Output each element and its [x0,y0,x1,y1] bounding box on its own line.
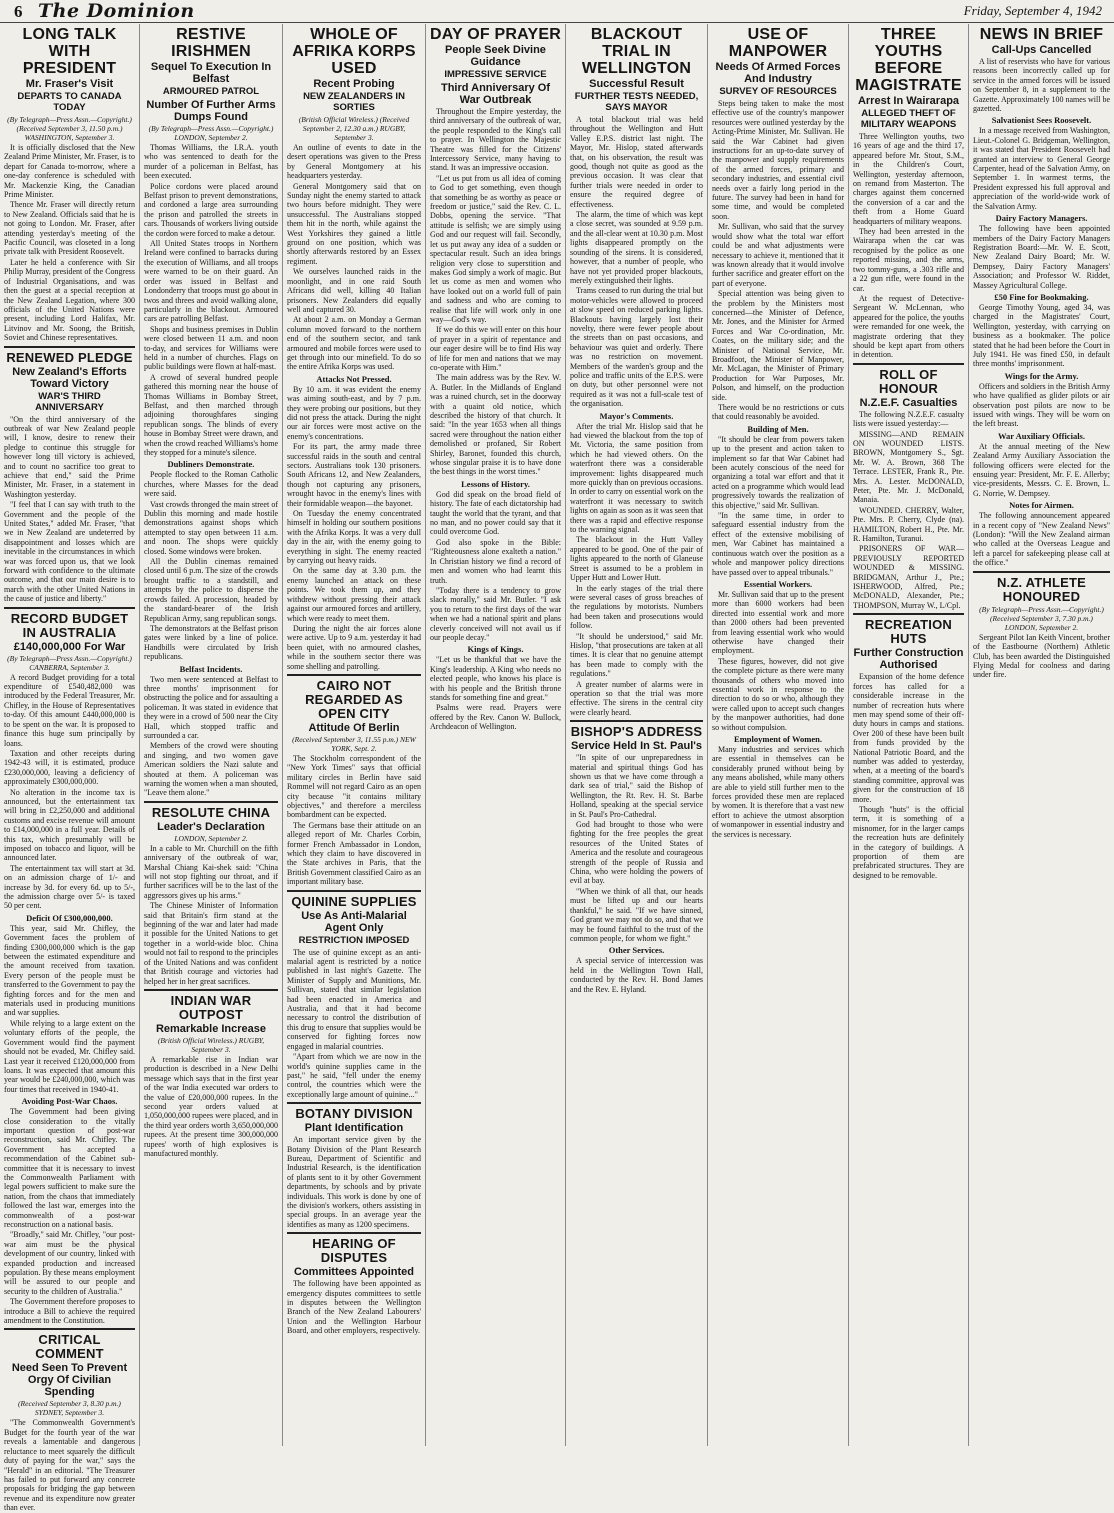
article-paragraph: A greater number of alarms were in operation so that the trial was more effective. The sirens in the central city were clearly heard. [570,679,703,717]
article-deck: Attitude Of Berlin [308,721,400,734]
article-paragraph: The demonstrators at the Belfast prison gates were linked by a line of police. Handbills were circulated by Irish republicans. [144,623,278,662]
article-paragraph: A crowd of several hundred people gathered this morning near the house of Thomas Williams in Bombay Street, Belfast, and then marched through adjoining thoroughfares singing republican songs. The blinds of every house in Bombay Street were drawn, and when the crowd reached Williams's home they stopped for a minute's silence. [144,372,278,457]
article-dateline: (By Telegraph—Press Assn.—Copyright.) LONDON, September 2. [148,124,274,142]
article-paragraph: The Germans base their attitude on an alleged report of Mr. Charles Corbin, former French Ambassador in London, which they claim to have discovered in the State archives in Paris, that the British Government classified Cairo as an important military base. [287,820,421,887]
article-intertitle: Lessons of History. [461,478,530,489]
article-subhead: IMPRESSIVE SERVICE [444,69,547,80]
article-paragraph: God had brought to those who were fighting for the free peoples the great resources of the United States of America and the resolute and courageous strength of the people of Russia and China, who were holding the powers of evil at bay. [570,820,703,886]
article-intertitle: Attacks Not Pressed. [316,373,392,384]
article-paragraph: They had been arrested in the Wairarapa when the car was recognised by the police as one reported missing, and the arms, two tommy-guns, a .303 rifle and a 22 gun rifle, were found in the car. [853,227,964,293]
article-paragraph: Three Wellington youths, two 16 years of age and the third 17, appeared before Mr. Stout, S.M., in the Children's Court, Wellington, yesterday afternoon, on remand from Masterton. The charges against them concerned the conversion of a car and the theft from a Home Guard headquarters of military weapons. [853,132,964,226]
article-paragraph: A total blackout trial was held throughout the Wellington and Hutt Valley E.P.S. district last night. The Mayor, Mr. Hislop, stated afterwards that, on his observation, the result was good, though not quite as good as the previous occasion. It was clear that further trials were needed in order to ensure the required degree of effectiveness. [570,115,703,209]
article-paragraph: Vast crowds thronged the main street of Dublin this morning and made hostile demonstrations against shops which attempted to stay open between 11 a.m. and noon. The shops were quickly closed. Some windows were broken. [144,499,278,556]
column-2 [140,24,283,1446]
article-paragraph: At about 2 a.m. on Monday a German column moved forward to the northern end of the southern sector, and tank armoured and mobile forces were used to get through into our minefield. To do so the entire Afrika Korps was used. [287,315,421,372]
article-paragraph: Many industries and services which are essential in themselves can be considerably pruned without being by any means abolished, while many others are able to yield still further men to the forces provided these men are replaced by women. It is therefore that a vast new effort to achieve the utmost absorption of womanpower in essential industry and the services is necessary. [712,745,844,839]
article [4,1328,135,1512]
article-paragraph: God also spoke in the Bible: "Righteousness alone exalteth a nation." In Christian history we find a record of men and women who had learnt this truth. [430,537,561,585]
article-deck-secondary: Number Of Further Arms Dumps Found [146,99,276,123]
article-divider [853,363,964,365]
article-paragraph: Taxation and other receipts during 1942-43 will, it is estimated, produce £230,000,000, leaving a deficiency of approximately £300,000,000. [4,748,135,787]
article-paragraph: All the Dublin cinemas remained closed until 6 p.m. The size of the crowds brought traffic to a standstill, and attempts by the police to disperse the crowds failed. A procession, headed by the standard-bearer of the Irish Republican Army, sang republican songs. [144,557,278,623]
article [430,26,561,732]
article-paragraph: On Tuesday the enemy concentrated himself in holding our southern positions with the Afrika Korps. It was a very dull day in the air, with the enemy going to everything in sight. The enemy reacted by carrying out heavy raids. [287,509,421,566]
article-deck: Recent Probing [313,78,395,90]
article [570,720,703,994]
article-paragraph: We ourselves launched raids in the moonlight, and in one raid South Africans did well, killing 40 Italian prisoners. New Zealanders did equally well and captured 30. [287,267,421,314]
article-subhead: ALLEGED THEFT OF MILITARY WEAPONS [860,108,957,130]
article-deck: Needs Of Armed Forces And Industry [715,61,841,85]
article-paragraph: The Government therefore proposes to introduce a Bill to achieve the required amendment to the Constitution. [4,1297,135,1326]
article-paragraph: A list of reservists who have for various reasons been incorrectly called up for service in the armed forces will be issued on September 8, in a supplement to the Gazette. Approximately 100 names will be gazetted. [973,57,1110,114]
article-dateline: (By Telegraph—Press Assn.—Copyright.) (Received September 3, 11.50 p.m.) WASHINGTON, September 3. [7,115,132,142]
article-intertitle: Salvationist Sees Roosevelt. [991,115,1092,126]
article [4,26,135,343]
article-divider [570,720,703,722]
article-headline: LONG TALK WITH PRESIDENT [22,26,117,77]
article-paragraph: God did speak on the broad field of history. The fate of each dictatorship had taught the world that the tyrant, and that no man, and no power could say that it could overcome God. [430,489,561,537]
article-paragraph: A remarkable rise in Indian war production is described in a New Delhi message which says that in the first year of the war India executed war orders to the value of £20,000,000 rupees. In the second year orders valued at 1,050,000,000 rupees were placed, and in the third year orders worth 3,650,000,000 rupees. At the present time 300,000,000 rupees' worth of high explosives is manufactured monthly. [144,1054,278,1158]
article-divider [973,571,1110,573]
article-paragraph: The use of quinine except as an anti-malarial agent is restricted by a notice published in last night's Gazette. The Minister of Supply and Munitions, Mr. Sullivan, stated that similar legislation had been enacted in America and Australia, and that it had become necessary to control the distribution of this drug to ensure that supplies would be conserved for fighting forces now engaged in malarial countries. [287,947,421,1051]
article-paragraph: In a cable to Mr. Churchill on the fifth anniversary of the outbreak of war, Marshal Chiang Kai-shek said: "China will not stop fighting our throat, and if further sacrifices will be to the last of the aggressors gives up his arms." [144,843,278,900]
column-5 [566,24,708,1446]
article-headline: WHOLE OF AFRIKA KORPS USED [292,26,416,77]
article-paragraph: Members of the crowd were shouting and singing, and two women gave American soldiers the Nazi salute and shouted at them. A policeman was warning the women when a man shouted, "Leave them alone." [144,741,278,798]
article-paragraph: WOUNDED. CHERRY, Walter, Pte. Mrs. P. Cherry, Clyde (na). HAMILTON, Robert H., Pte. Mr. R. Hamilton, Turanui. [853,505,964,544]
article-intertitle: Mayor's Comments. [599,410,674,421]
article-paragraph: On the same day at 3.30 p.m. the enemy launched an attack on these points. We took them up, and they withdrew without pressing their attack against our armoured forces and artillery, which were ready to meet them. [287,566,421,623]
article-divider [144,801,278,803]
article-subhead: FURTHER TESTS NEEDED, SAYS MAYOR [574,91,699,113]
article-deck: Service Held In St. Paul's [570,740,702,753]
article [144,801,278,986]
article-deck: £140,000,000 For War [13,640,126,653]
article-paragraph: "On the third anniversary of the outbreak of war New Zealand people will, I know, desire to renew their pledge to continue this struggle for however long till victory is achieved, and to count no sacrifice too great to achieve that end," said the Prime Minister, Mr. Fraser, in a statement in Washington yesterday. [4,414,135,499]
article-divider [4,346,135,348]
article [287,1102,421,1229]
article-deck: Mr. Fraser's Visit [25,78,114,90]
article-paragraph: While relying to a large extent on the voluntary efforts of the people, the Government would find the payment should not be evaded, Mr. Chifley said. Last year it received £120,000,000 from loans. It was expected that amount this year would be £240,000,000, which was four times that received in 1940-41. [4,1018,135,1094]
article-paragraph: After the trial Mr. Hislop said that he had viewed the blackout from the top of Mt. Victoria, the same position from which he had viewed others. On the waterfront there was a considerable improvement: lights disappeared much more quickly than on previous occasions. In order to carry on essential work on the waterfront it was necessary to switch lights on again as soon as it was seen that there was a rapid and effective response to the warning signal. [570,421,703,535]
issue-date: Friday, September 4, 1942 [963,3,1102,18]
article [853,26,964,360]
article-deck-secondary: Third Anniversary Of War Outbreak [440,82,550,106]
column-4 [426,24,566,1446]
article-headline: DAY OF PRAYER [430,26,561,43]
article-paragraph: "Apart from which we are now in the world's quinine supplies came in the past," he said, "fell under the enemy control, the countries which were the exceptionally large amount of quinine..." [287,1052,421,1099]
article-intertitle: Deficit Of £300,000,000. [26,912,113,923]
article-intertitle: Essential Workers. [743,578,813,589]
article-paragraph: Trams ceased to run during the trial but motor-vehicles were allowed to proceed at slow speed on reduced parking lights. Blackouts having largely lost their novelty, there were fewer people about the streets than on past occasions, and behaviour was quiet and orderly. There was no restriction on movement. Members of the warden's group and the police and traffic units of the E.P.S. were on duty, but other personnel were not required as it was not a full-scale test of the organisation. [570,286,703,409]
article-paragraph: Police cordons were placed around Belfast prison to prevent demonstrations, and cordoned a large area surrounding the prison and patrolled the streets in cars. Thousands of workers living outside the cordon were forced to make a detour. [144,181,278,238]
article-paragraph: Officers and soldiers in the British Army who have qualified as glider pilots or air observation post pilots are now to be issued with wings. They will be worn on the left breast. [973,381,1110,429]
article-intertitle: Avoiding Post-War Chaos. [21,1096,118,1107]
article-paragraph: "Today there is a tendency to grow slack morally," said Mr. Butler. "I ask you to return to the first days of the war when we had a national spirit and plans cleverly conceived will not avail us if our people decay." [430,585,561,642]
article-paragraph: No alteration in the income tax is announced, but the entertainment tax will bring in £2,250,000 and additional customs and excise revenue will amount to £14,000,000 in a full year. Details of this tax, which presumably will be imposed on tobacco and liquor, will be announced later. [4,787,135,863]
article-subhead: DEPARTS TO CANADA TODAY [17,91,122,113]
article-subhead: ARMOURED PATROL [162,86,260,97]
article-intertitle: Employment of Women. [734,734,822,744]
article-paragraph: The Government had been giving close consideration to the vitally important question of post-war reconstruction, said Mr. Chifley. The Government has accepted a recommendation of the Cabinet sub-committee that it is necessary to invest the Commonwealth Parliament with legal powers sufficient to make sure the nation, from the chaos that immediately followed the last war, emerges into the commonwealth of a post-war reconstruction on a national basis. [4,1107,135,1229]
article-paragraph: Later he held a conference with Sir Philip Murray, president of the Congress of Industrial Organisations, and was then the guest at a special reception at the New Zealand Legation, where 300 officials of the United Nations were present, including Lord Halifax, Mr. Litvinov and Mr. Soong, the British, Soviet and Chinese representatives. [4,257,135,343]
article-subhead: NEW ZEALANDERS IN SORTIES [303,91,405,113]
article-paragraph: PRISONERS OF WAR—PREVIOUSLY REPORTED WOUNDED & MISSING. BRIDGMAN, Arthur J., Pte.; ISHERWOOD, Alfred, Pte.; McDONALD, Alexander, Pte.; THOMPSON, Murray W., L/Cpl. [853,544,964,610]
article-paragraph: The main address was by the Rev. W. A. Butler. In the Midlands of England was a ruined church, set in the doorway with a quaint old notice, which described the history of that church. It said: "In the year 1653 when all things sacred were throughout the nation either demolished or profaned, Sir Robert Shirley, Baronet, founded this church, whose singular praise it is to have done the best things in the worst times." [430,373,561,477]
article-paragraph: For its part, the army made three successful raids in the south and central sectors. Australians took 130 prisoners. South Africans 12, and New Zealanders, though not capturing any prisoners, wrought havoc in the enemy's lines with their formidable weapon—the bayonet. [287,442,421,508]
article-deck: People Seek Divine Guidance [445,44,546,68]
article [4,607,135,1326]
article-headline: INDIAN WAR OUTPOST [170,992,252,1022]
article-intertitle: Dubliners Demonstrate. [167,459,255,470]
article [973,26,1110,568]
article-intertitle: Kings of Kings. [467,644,524,655]
article-paragraph: If we do this we will enter on this hour of prayer in a spirit of repentance and our eager desire will be to find His way of life for men and nations that we may co-operate with Him." [430,325,561,372]
article [973,571,1110,680]
article-paragraph: In the early stages of the trial there were several cases of gross breaches of the regulations by motorists. Numbers had been taken and prosecutions would follow. [570,583,703,631]
article-dateline: (British Official Wireless.) (Received September 2, 12.30 a.m.) RUGBY, September 3. [298,115,410,142]
article-dateline: LONDON, September 2. [174,833,248,843]
article-paragraph: People flocked to the Roman Catholic churches, where Masses for the dead were said. [144,470,278,499]
article-headline: RESOLUTE CHINA [151,804,271,820]
article-paragraph: "When we think of all that, our heads must be lifted up and our hearts thankful," he said. "If we have sinned, God grant we may not do so, and that we may be found faithful to the trust of the common people, for whom we fight." [570,886,703,943]
article-subhead: WAR'S THIRD ANNIVERSARY [35,390,104,413]
article-paragraph: General Montgomery said that on Sunday night the enemy started to attack two hours before midnight. They were unsuccessful. The Australians stopped them hit in the north, while against the West Yorkshires they gained a little ground on one position, which was shortly afterwards restored by an Essex regiment. [287,181,421,266]
article-intertitle: Dairy Factory Managers. [995,213,1088,224]
article-paragraph: The entertainment tax will start at 3d. on an admission charge of 1/- and increase by 3d. for every 6d. up to 5/-, the admission charge over 5/- is taxed 50 per cent. [4,863,135,911]
article-deck: Committees Appointed [294,1266,414,1279]
article-paragraph: The blackout in the Hutt Valley appeared to be good. One of the pair of lights appeared to the north of Glaneuse Street is assumed to be a problem in Upper Hutt and Lower Hutt. [570,535,703,583]
article-headline: CRITICAL COMMENT [35,1332,104,1362]
columns [0,24,1114,1513]
article-paragraph: Thomas Williams, the I.R.A. youth who was sentenced to death for the murder of a policeman in Belfast, has been executed. [144,143,278,181]
article-divider [287,1232,421,1234]
article-paragraph: In a message received from Washington, Lieut.-Colonel G. Bridgeman, Wellington, it was stated that President Roosevelt had granted an interview to General George Carpenter, head of the Salvation Army, on September 1. In warmest terms, the President expressed his full approval and appreciation of the world-wide work of the Salvation Army. [973,126,1110,211]
article-paragraph: All United States troops in Northern Ireland were confined to barracks during the execution of Williams, and all troops were warned to be on their guard. An order was issued in Belfast and Londonderry that troops must go about in twos and threes and avoid walking alone, particularly in the blackout. Armoured cars are patrolling Belfast. [144,239,278,324]
article-divider [287,890,421,892]
article-paragraph: Mr. Sullivan, who said that the survey would show what the total war effort could be and what adjustments were necessary to achieve it, mentioned that it was known already that it would involve further sacrifice and greater effort on the part of everyone. [712,222,844,288]
article-dateline: (Received September 3, 8.30 p.m.) SYDNEY, September 3. [18,1399,121,1418]
article-paragraph: "It should be understood," said Mr. Hislop, "that prosecutions are taken at all times. It is clear that no genuine attempt has been made to comply with the regulations." [570,631,703,679]
article [853,363,964,611]
article-paragraph: Sergeant Pilot Ian Keith Vincent, brother of the Eastbourne (Northern) Athletic Club, has been awarded the Distinguished Flying Medal for coolness and daring under fire. [973,632,1110,680]
article [570,26,703,717]
article-deck: N.Z.E.F. Casualties [859,396,958,409]
article-paragraph: "It should be clear from powers taken up to the present and action taken to implement so far that War Cabinet had been acutely conscious of the need for organizing a total war effort and that it acted on a programme which would lead progressively towards the realization of this objective," said Mr. Sullivan. [712,434,844,510]
masthead [0,0,1114,23]
article-paragraph: The alarm, the time of which was kept a close secret, was sounded at 9.59 p.m. and the all-clear went at 10.30 p.m. Most lights disappeared promptly on the sounding of the sirens. It is considered, however, that a number of people, who have not yet provided proper blackouts, merely extinguished their lights. [570,210,703,285]
article-deck: Plant Identification [304,1122,404,1135]
article-headline: BLACKOUT TRIAL IN WELLINGTON [581,26,692,77]
article-headline: BISHOP'S ADDRESS [570,724,703,740]
article-paragraph: The following N.Z.E.F. casualty lists were issued yesterday:— [853,409,964,429]
article-paragraph: An outline of events to date in the desert operations was given to the Press by General Montgomery at his headquarters yesterday. [287,143,421,181]
article-paragraph: An important service given by the Botany Division of the Plant Research Bureau, Department of Scientific and Industrial Research, is the identification of plants sent to it by other Government departments, by schools and by private individuals. This work is done by one of the division's workers, others assisting in special groups. In an average year the identifies as many as 1200 specimens. [287,1135,421,1229]
article-intertitle: War Auxiliary Officials. [998,430,1085,441]
column-7 [849,24,969,1446]
article-paragraph: Though "huts" is the official term, it is something of a misnomer, for in the larger camps the recreation huts are definitely in the category of buildings. A proportion of them are prefabricated structures. They are designed to be removable. [853,804,964,880]
article-deck: Leader's Declaration [157,820,265,833]
article-paragraph: Shops and business premises in Dublin were closed between 11 a.m. and noon to-day, and services for Williams were held in a number of churches. Flags on public buildings were flown at half-mast. [144,324,278,372]
article-paragraph: These figures, however, did not give the complete picture as there were many thousands of others who moved into essential work in response to the direction to do so or who, although they were called upon to accept such changes by the manpower authorities, had done so without compulsion. [712,656,844,732]
article-paragraph: The Stockholm correspondent of the "New York Times" says that official military circles in Berlin have said Rommel will not regard Cairo as an open city because "it contains military objectives," and therefore a merciless bombardment can be expected. [287,753,421,820]
article [144,26,278,798]
article-paragraph: This year, said Mr. Chifley, the Government faces the problem of finding £300,000,000 which is the gap between the estimated expenditure and the amount received from taxation. Every person of the people must be transferred to the Government to pay the fighting forces and for the men and materials used in producing munitions and war supplies. [4,923,135,1018]
article-paragraph: Psalms were read. Prayers were offered by the Rev. Canon W. Bullock, Archdeacon of Wellington. [430,703,561,732]
column-1 [0,24,140,1513]
article-divider [4,1328,135,1330]
article-intertitle: Other Services. [608,945,665,956]
article-dateline: (British Official Wireless.) RUGBY, September 3. [157,1035,265,1054]
article [287,890,421,1100]
article-divider [287,1102,421,1104]
article-headline: ROLL OF HONOUR [879,366,938,396]
column-8 [969,24,1114,1446]
column-6 [708,24,849,1446]
article-paragraph: "In the same time, in order to safeguard essential industry from the effect of the extensive mobilising of men, War Cabinet has maintained a continuous watch over the position as a whole and manpower policy directions have passed over to appeal tribunals." [712,511,844,577]
article-paragraph: "In spite of our unpreparedness in material and spiritual things God has shown us that we have come through a dark sea of trial," said the Bishop of Wellington, the Rt. Rev. H. St. Barbe Holland, speaking at the special service in St. Paul's Pro-Cathedral. [570,753,703,819]
article-paragraph: Thence Mr. Fraser will directly return to New Zealand. Officials said that he is not going to London. Mr. Fraser, after attending yesterday's meeting of the Pacific Council, was closeted in a long private talk with President Roosevelt. [4,200,135,257]
article-paragraph: "Let us put from us all idea of coming to God to get something, even though that something be as worthy as peace or freedom or justice," said the Rev. C. L. Dobbs, opening the service. "That attitude is selfish; we are simply using God and our request will fail. Secondly, let us put away any idea of a sudden or spectacular result. Such an idea brings religion very close to superstition and makes God simply a work of magic. But let us come as men and women who have looked out on a world full of pain and sadness and who are coming to realise that life will work only in one way—God's way. [430,173,561,324]
article-deck: Arrest In Wairarapa [857,95,960,107]
article-intertitle: Wings for the Army. [1004,370,1079,381]
article-headline: N.Z. ATHLETE HONOURED [996,574,1087,604]
article-paragraph: Special attention was being given to the problem by the Ministers most concerned—the Minister of Defence, Mr. Jones, and the Minister for Armed Forces and War Co-ordination, Mr. Coates, on the military side; and the Minister of National Service, Mr. Broadfoot, the Minister of Manpower, Mr. McLagan, the Minister of Primary Production for War Purposes, Mr. Polson, and himself, on the production side. [712,289,844,402]
article-paragraph: Expansion of the home defence forces has called for a considerable increase in the number of recreation huts where men may spend some of their off-duty hours in camps and stations. Over 200 of these have been built from funds provided by the National Patriotic Board, and the number was added to yesterday, when, at a meeting of the board's standing committee, approval was given for the construction of 18 more. [853,672,964,804]
article-deck: Call-Ups Cancelled [991,44,1092,56]
article-paragraph: At the request of Detective-Sergeant W. McLennan, who appeared for the police, the youths were remanded for one week, the magistrate ordering that they should be kept apart from others in detention. [853,293,964,360]
article [712,26,844,839]
article-intertitle: Belfast Incidents. [179,663,243,674]
article-headline: HEARING OF DISPUTES [312,1236,396,1266]
article-subhead: RESTRICTION IMPOSED [298,934,410,946]
article-paragraph: The following announcement appeared in a recent copy of "New Zealand News" (London): "Will the New Zealand airman who called at the Overseas League and left a parcel for safekeeping please call at the office." [973,511,1110,568]
article [4,346,135,604]
article-paragraph: Throughout the Empire yesterday, the third anniversary of the outbreak of war, the people responded to the King's call to prayer. In Wellington the Majestic Theatre was filled for the Citizens' Intercessory Service, many having to stand. It was an impressive occasion. [430,107,561,173]
article-subhead: SURVEY OF RESOURCES [719,86,837,97]
article-deck: Use As Anti-Malarial Agent Only [301,909,407,934]
article-paragraph: Two men were sentenced at Belfast to three months' imprisonment for obstructing the police and for assaulting a policeman. It was stated in evidence that they were in a crowd of 500 near the City Hall, which stopped traffic and surrounded a car. [144,674,278,740]
article-dateline: (By Telegraph—Press Assn.—Copyright.) (Received September 3, 7.30 p.m.) LONDON, September 2. [979,604,1104,632]
article-intertitle: Notes for Airmen. [1009,500,1074,511]
article-paragraph: During the night the air forces alone were active. Up to 9 a.m. yesterday it had been quiet, with no armoured clashes, while in the southern sector there was some shelling and patrolling. [287,623,421,671]
article-headline: NEWS IN BRIEF [979,26,1104,43]
article-deck: Remarkable Increase [155,1022,267,1035]
paper-name: The Dominion [38,0,195,22]
article [287,674,421,887]
article-headline: CAIRO NOT REGARDED AS OPEN CITY [305,677,403,721]
article-headline: RESTIVE IRISHMEN [171,26,251,60]
article-deck: Sequel To Execution In Belfast [150,61,272,85]
article-deck: Further Construction Authorised [853,647,964,672]
article-divider [4,607,135,609]
article-headline: RENEWED PLEDGE [6,349,133,365]
article [287,26,421,671]
article-dateline: (Received September 3, 11.55 p.m.) NEW YORK, Sept. 2. [292,734,416,753]
article-paragraph: "I feel that I can say with truth to the Government and the people of the United States," added Mr. Fraser, "that we in New Zealand are undeterred by disappointment and losses which are inevitable in the circumstances in which war was forced upon us, that we look forward with confidence to the ultimate outcome, and that our main desire is to march with the other United Nations in the cause of justice and liberty." [4,500,135,604]
article-headline: QUININE SUPPLIES [291,893,417,909]
article-paragraph: A record Budget providing for a total expenditure of £540,482,000 was introduced by the Federal Treasurer, Mr. Chifley, in the House of Representatives to-day. Of this amount £440,000,000 is to be spent on the war. It is proposed to finance this huge sum principally by loans. [4,672,135,748]
article-headline: BOTANY DIVISION [295,1106,413,1122]
article-dateline: (By Telegraph—Press Assn.—Copyright.) CANBERRA, September 3. [7,653,132,672]
article-paragraph: "Broadly," said Mr. Chifley, "our post-war aim must be the physical development of our country, linked with expanded production and increased population. By these means employment will be assured to our people and security to the children of Australia." [4,1230,135,1296]
article-headline: RECREATION HUTS [865,617,952,647]
article-headline: THREE YOUTHS BEFORE MAGISTRATE [855,26,962,94]
article-paragraph: It is officially disclosed that the New Zealand Prime Minister, Mr. Fraser, is to depart for Canada to-morrow, where a one-day conference is scheduled with Mr. Mackenzie King, the Canadian Prime Minister. [4,143,135,200]
article-deck: Need Seen To Prevent Orgy Of Civilian Spending [11,1362,128,1399]
article-paragraph: At the annual meeting of the New Zealand Army Auxiliary Association the following officers were elected for the ensuing year: President, Mr. F. E. Allerby; vice-presidents, Messrs. C. E. Brown, L. G. Norrie, W. Dempsey. [973,441,1110,498]
article-paragraph: "The Commonwealth Government's Budget for the fourth year of the war reveals a lamentable and dangerous reluctance to meet squarely the difficult duty of paying for the war," says the "Herald" in an editorial. "The Treasurer has failed to put forward any concrete proposals for bridging the gap between revenue and its expenditure now greater than ever. [4,1418,135,1513]
article-paragraph: There would be no restrictions or cuts that could reasonably be avoided. [712,403,844,422]
article-intertitle: £50 Fine for Bookmaking. [994,291,1089,302]
article-headline: RECORD BUDGET IN AUSTRALIA [10,610,129,640]
article-divider [853,613,964,615]
page-number: 6 [14,2,23,21]
article-paragraph: A special service of intercession was held in the Wellington Town Hall, conducted by the Rev. H. Bond James and the Rev. E. Hyland. [570,956,703,994]
article-paragraph: George Timothy Young, aged 34, was charged in the Magistrates' Court, Wellington, yesterday, with carrying on business as a bookmaker. The police stated that he had been before the Court in July 1941. He was fined £50, in default three months' imprisonment. [973,302,1110,369]
article [287,1232,421,1335]
article-deck: New Zealand's Efforts Toward Victory [12,365,127,390]
article-paragraph: MISSING—AND REMAIN ON WOUNDED LISTS. BROWN, Montgomery S., Sgt. Mr. W. A. Brown, 368 The Terrace. LESTER, Frank R., Pte. Mrs. A. Lester. McDONALD, Peter, Pte. Mr. J. McDonald, Manaia. [853,429,964,505]
column-3 [283,24,426,1446]
article-headline: USE OF MANPOWER [728,26,828,60]
article-paragraph: The Chinese Minister of Information said that Britain's firm stand at the beginning of the war and later had made it possible for the United Nations to get together in a world-wide bloc. China would not fail to respond to the principles of the United Nations and was confident that British courage and victories had helped her in her great sacrifices. [144,901,278,986]
article [144,989,278,1158]
article-paragraph: Steps being taken to make the most effective use of the country's manpower resources were outlined yesterday by the Acting-Prime Minister, Mr. Sullivan. He said the War Cabinet had given instructions for an up-to-date survey of the manpower and supply requirements of the armed forces, primary and secondary industries, and essential civil needs over a fairly long period in the future. The survey had been in hand for some time, and would be completed soon. [712,99,844,221]
article-paragraph: By 10 a.m. it was evident the enemy was aiming south-east, and by 7 p.m. they were probing our positions, but they did not press the attack. During the night our air forces were most active on the enemy's concentrations. [287,384,421,441]
article-paragraph: "Let us be thankful that we have the King's leadership. A King who needs no elected people, who knows his place is with his people and the British throne stands for something fine and great." [430,655,561,702]
article-intertitle: Building of Men. [747,423,809,434]
article-divider [287,674,421,676]
article-divider [144,989,278,991]
article-paragraph: Mr. Sullivan said that up to the present more than 6000 workers had been directed into essential work and more than 2000 others had been prevented from leaving essential work who would otherwise have changed their employment. [712,589,844,656]
article-paragraph: The following have been appointed as emergency disputes committees to settle in disputes between the Wellington Branch of the New Zealand Labourers' Union and the Wellington Harbour Board, and other employers, respectively. [287,1279,421,1336]
article [853,613,964,880]
article-deck: Successful Result [589,78,684,90]
article-paragraph: The following have been appointed members of the Dairy Factory Managers Registration Board:—Mr. W. E. Scott, New Zealand Dairy Board; Mr. W. Dempsey, Dairy Factory Managers' Association; and Professor W. Riddet, Massey Agricultural College. [973,224,1110,290]
